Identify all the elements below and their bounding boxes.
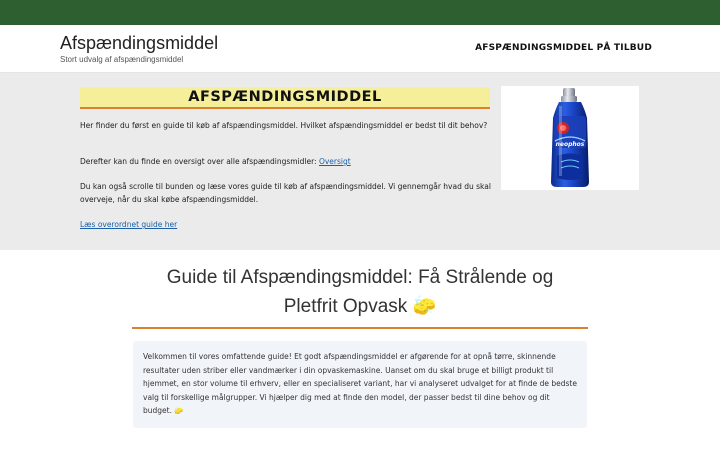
nav-link-offers[interactable]: AFSPÆNDINGSMIDDEL PÅ TILBUD	[475, 43, 652, 53]
intro-paragraph-1: Her finder du først en guide til køb af afspændingsmiddel. Hvilket afspændingsmiddel er bedst til dit behov?	[80, 121, 488, 130]
site-header	[0, 25, 720, 73]
main-heading	[120, 263, 600, 321]
main-heading-line-2: Pletfrit Opvask 🧽	[283, 296, 437, 317]
intro-section	[0, 73, 720, 250]
intro-paragraph-2	[80, 155, 495, 168]
intro-title: AFSPÆNDINGSMIDDEL	[80, 87, 490, 109]
guide-link[interactable]: Læs overordnet guide her	[80, 220, 178, 229]
product-image[interactable]	[501, 86, 639, 190]
welcome-text: Velkommen til vores omfattende guide! Et godt afspændingsmiddel er afgørende for at opnå tørre, skinnende resultater uden striber eller vandmærker i din opvaskemaskine. Uanset om du skal bruge et billigt produkt til hjemmet, en stor volume til erhverv, eller en specialiseret variant, har vi analyseret udvalget for at finde de bedste valg til forskellige målgrupper. Vi hjælper dig med at finde den model, der passer bedst til dine behov og dit budget. 🧽	[143, 352, 577, 415]
site-tagline: Stort udvalg af afspændingsmiddel	[60, 55, 184, 64]
main-heading-line-1: Guide til Afspændingsmiddel: Få Strålende og	[166, 267, 554, 288]
intro-paragraph-3: Du kan også scrolle til bunden og læse vores guide til køb af afspændingsmiddel. Vi gennemgår hvad du skal overveje, når du skal købe afspændingsmiddel.	[80, 182, 491, 204]
site-title[interactable]: Afspændingsmiddel	[60, 33, 219, 53]
product-brand-label: neophos	[555, 141, 585, 148]
top-bar	[0, 0, 720, 25]
overview-link[interactable]: Oversigt	[318, 157, 351, 166]
rinse-aid-bottle-image	[501, 86, 639, 190]
welcome-box	[133, 341, 587, 428]
intro-paragraph-2-text: Derefter kan du finde en oversigt over alle afspændingsmidler:	[80, 157, 319, 166]
heading-divider	[132, 327, 588, 329]
